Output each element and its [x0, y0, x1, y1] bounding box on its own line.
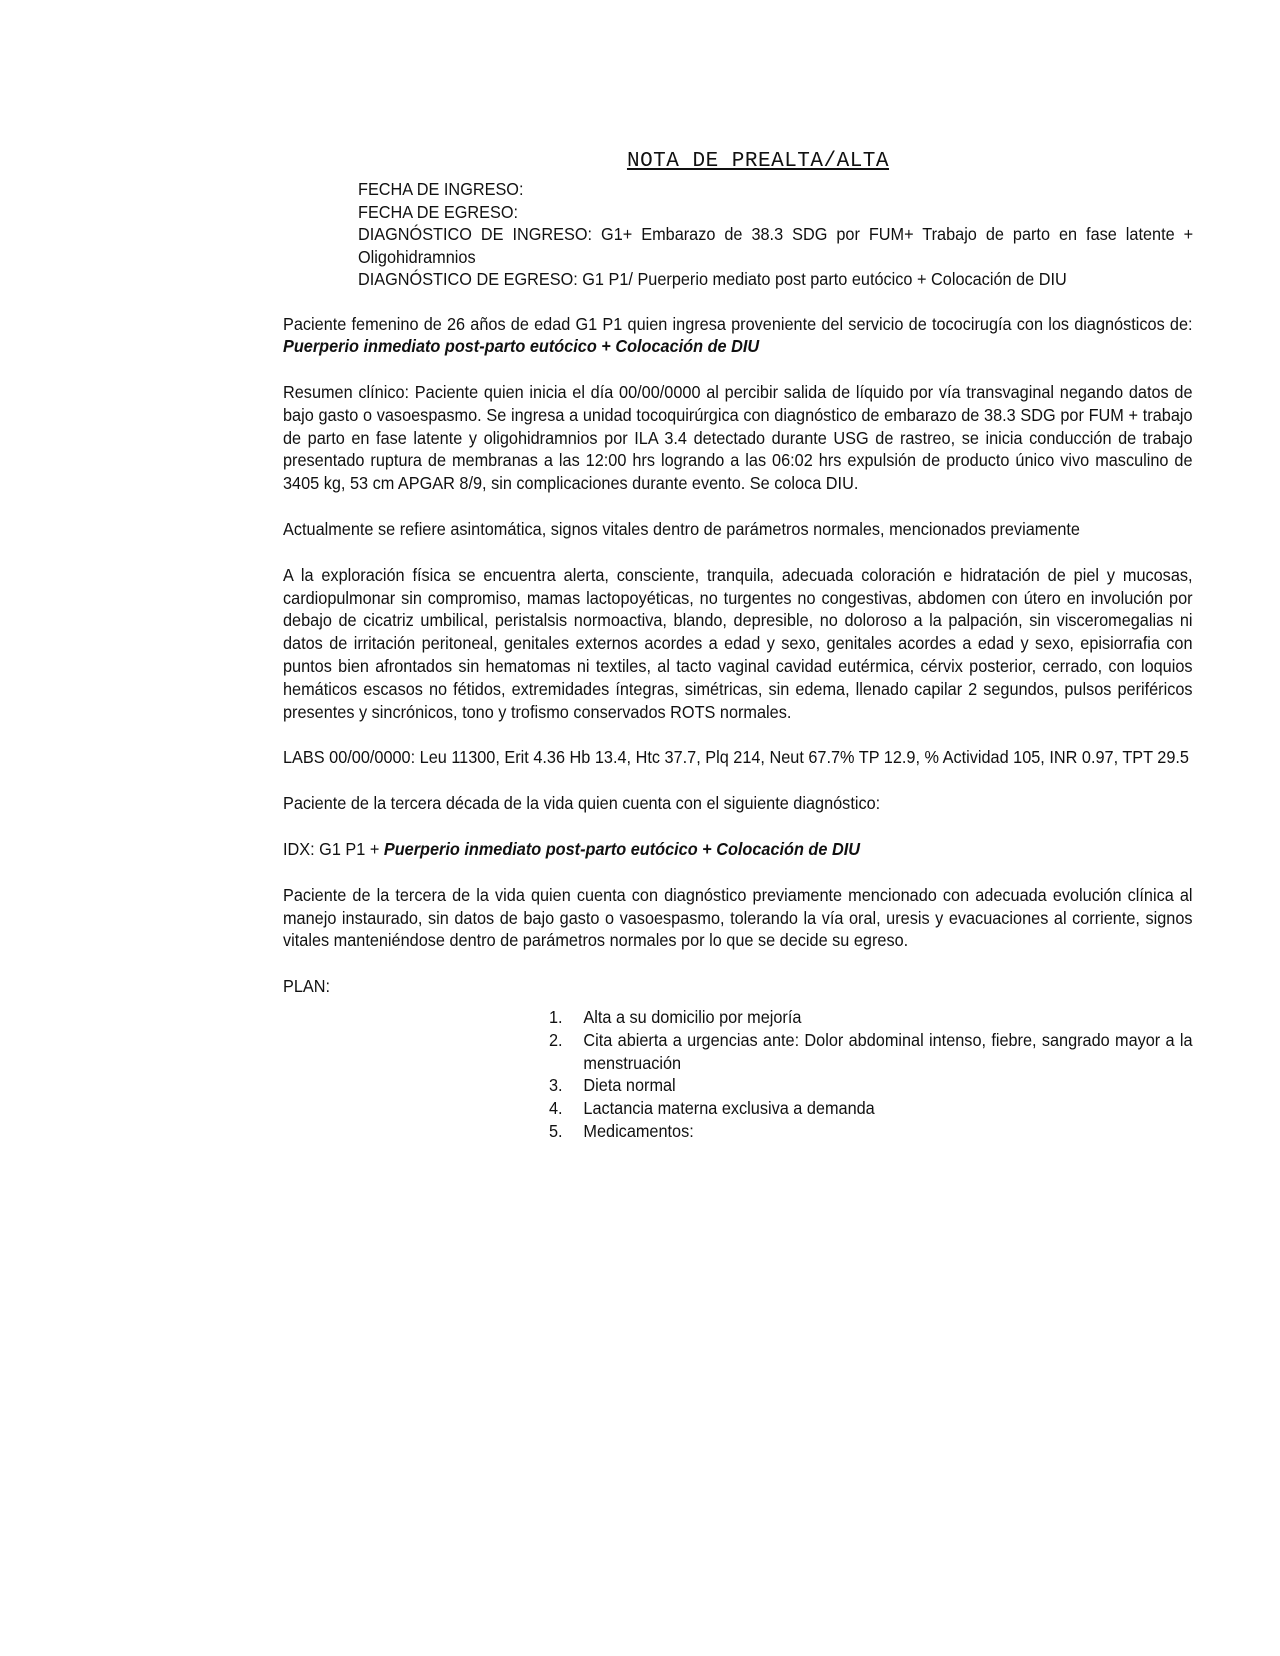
- idx-paragraph: [283, 838, 1193, 861]
- intro-text: Paciente femenino de 26 años de edad G1 P1 quien ingresa proveniente del servicio de tococirugía con los diagnósticos de:: [283, 313, 1193, 334]
- idx-diagnosis: Puerperio inmediato post-parto eutócico + Colocación de DIU: [383, 839, 860, 860]
- list-item: [549, 1097, 1193, 1120]
- list-item-text: Alta a su domicilio por mejoría: [583, 1007, 802, 1028]
- list-item: [549, 1120, 1193, 1143]
- document-page: [283, 148, 1193, 1143]
- list-item-number: 3.: [549, 1075, 563, 1096]
- evolucion-paragraph: Paciente de la tercera de la vida quien cuenta con diagnóstico previamente mencionado con adecuada evolución clínica al manejo instaurado, sin datos de bajo gasto o vasoespasmo, tolerando la vía oral, uresis y evacuaciones al corriente, signos vitales manteniéndose dentro de parámetros normales por lo que se decide su egreso.: [283, 884, 1193, 951]
- intro-diagnosis: Puerperio inmediato post-parto eutócico + Colocación de DIU: [283, 336, 760, 357]
- list-item: [549, 1029, 1193, 1075]
- fecha-ingreso: FECHA DE INGRESO:: [358, 179, 524, 199]
- list-item: [549, 1074, 1193, 1097]
- list-item-number: 4.: [549, 1098, 563, 1119]
- page-title: NOTA DE PREALTA/ALTA: [626, 150, 890, 173]
- labs-paragraph: LABS 00/00/0000: Leu 11300, Erit 4.36 Hb 13.4, Htc 37.7, Plq 214, Neut 67.7% TP 12.9, % Actividad 105, INR 0.97, TPT 29.5: [283, 747, 1189, 768]
- list-item-number: 2.: [549, 1029, 563, 1050]
- fecha-egreso: FECHA DE EGRESO:: [358, 201, 519, 222]
- list-item-number: 1.: [549, 1007, 563, 1028]
- list-item-number: 5.: [549, 1121, 563, 1142]
- plan-label: PLAN:: [283, 976, 331, 997]
- resumen-clinico-paragraph: Resumen clínico: Paciente quien inicia el día 00/00/0000 al percibir salida de líquido por vía transvaginal negando datos de bajo gasto o vasoespasmo. Se ingresa a unidad tocoquirúrgica con diagnóstico de embarazo de 38.3 SDG por FUM + trabajo de parto en fase latente y oligohidramnios por ILA 3.4 detectado durante USG de rastreo, se inicia conducción de trabajo presentado ruptura de membranas a las 12:00 hrs logrando a las 06:02 hrs expulsión de producto único vivo masculino de 3405 kg, 53 cm APGAR 8/9, sin complicaciones durante evento. Se coloca DIU.: [283, 382, 1193, 494]
- idx-prefix: IDX: G1 P1 +: [283, 839, 384, 860]
- actualmente-paragraph: Actualmente se refiere asintomática, signos vitales dentro de parámetros normales, mencionados previamente: [283, 519, 1080, 540]
- plan-list: [549, 1006, 1193, 1143]
- diagnostico-egreso: DIAGNÓSTICO DE EGRESO: G1 P1/ Puerperio mediato post parto eutócico + Colocación de DIU: [358, 269, 1067, 289]
- list-item-text: Cita abierta a urgencias ante: Dolor abdominal intenso, fiebre, sangrado mayor a la menstruación: [583, 1029, 1193, 1073]
- list-item-text: Lactancia materna exclusiva a demanda: [583, 1098, 875, 1119]
- header-block: [358, 178, 1193, 291]
- intro-paragraph: [283, 313, 1193, 359]
- tercera-decada-paragraph: Paciente de la tercera década de la vida quien cuenta con el siguiente diagnóstico:: [283, 793, 881, 814]
- diagnostico-ingreso: DIAGNÓSTICO DE INGRESO: G1+ Embarazo de 38.3 SDG por FUM+ Trabajo de parto en fase latente + Oligohidramnios: [358, 224, 1194, 267]
- list-item-text: Medicamentos:: [583, 1121, 694, 1142]
- list-item-text: Dieta normal: [583, 1075, 676, 1096]
- list-item: [549, 1006, 1193, 1029]
- exploracion-fisica-paragraph: A la exploración física se encuentra alerta, consciente, tranquila, adecuada coloración e hidratación de piel y mucosas, cardiopulmonar sin compromiso, mamas lactopoyéticas, no turgentes no congestivas, abdomen con útero en involución por debajo de cicatriz umbilical, peristalsis normoactiva, blando, depresible, no doloroso a la palpación, sin visceromegalias ni datos de irritación peritoneal, genitales externos acordes a edad y sexo, genitales acordes a edad y sexo, episiorrafia con puntos bien afrontados sin hematomas ni textiles, al tacto vaginal cavidad eutérmica, cérvix posterior, cerrado, con loquios hemáticos escasos no fétidos, extremidades íntegras, simétricas, sin edema, llenado capilar 2 segundos, pulsos periféricos presentes y sincrónicos, tono y trofismo conservados ROTS normales.: [283, 564, 1193, 722]
